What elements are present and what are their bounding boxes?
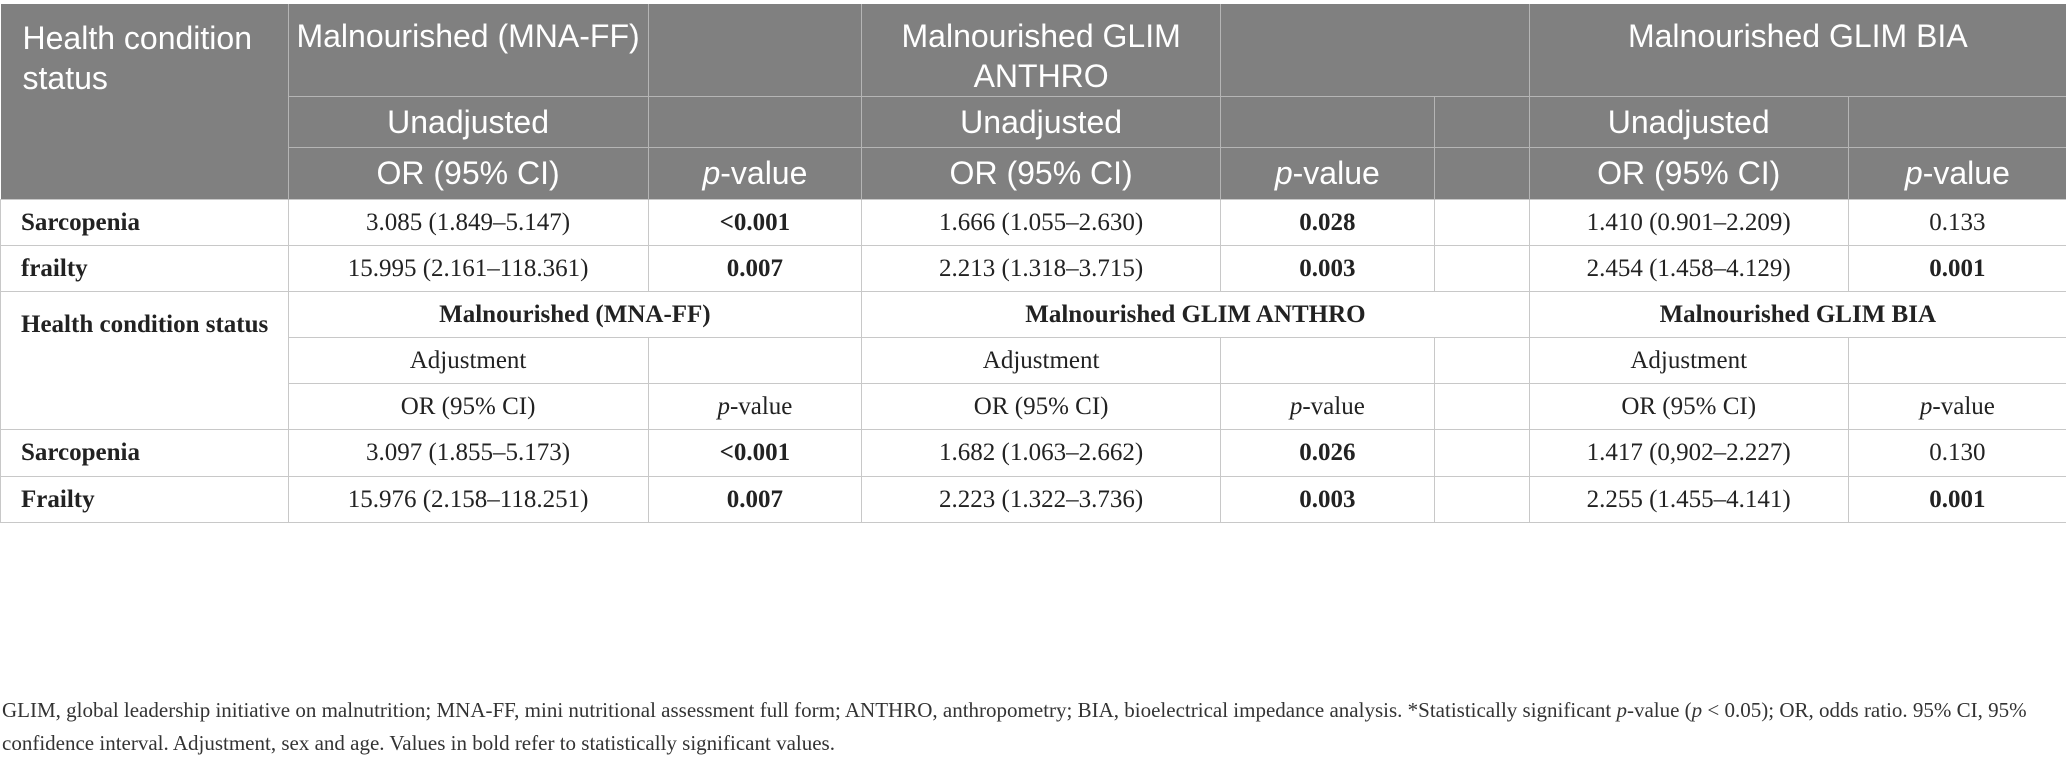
header-or-ci-anthro: OR (95% CI) [862,148,1221,200]
row-label: Sarcopenia [1,430,289,477]
cell-or-bia: 1.410 (0.901–2.209) [1529,200,1848,246]
header-row-unadjusted [1,97,2067,148]
results-table [0,4,2066,523]
header-p-value-mna [648,148,862,200]
header-or-ci-mna: OR (95% CI) [288,148,648,200]
cell-or-mna: 3.097 (1.855–5.173) [288,430,648,477]
header-unadjusted-anthro: Unadjusted [862,97,1221,148]
header-unadjusted-bia: Unadjusted [1529,97,1848,148]
adjusted-header-row-adjustment [1,338,2067,384]
header-unadjusted-mna: Unadjusted [288,97,648,148]
footnote-text: GLIM, global leadership initiative on malnutrition; MNA-FF, mini nutritional assessment full form; ANTHRO, anthropometry; BIA, bioelectrical impedance analysis. *Statistically significant [2,698,1617,722]
row-label: Frailty [1,477,289,523]
empty-cell [1434,430,1529,477]
empty-cell [1434,338,1529,384]
empty-cell [1434,477,1529,523]
cell-p-anthro: 0.003 [1221,477,1435,523]
cell-or-mna: 3.085 (1.849–5.147) [288,200,648,246]
empty-cell [1434,246,1529,292]
cell-p-mna: 0.007 [648,246,862,292]
cell-or-anthro: 2.223 (1.322–3.736) [862,477,1221,523]
empty-cell [648,338,862,384]
cell-p-bia: 0.133 [1848,200,2066,246]
cell-p-anthro: 0.003 [1221,246,1435,292]
header-empty-cell [1434,97,1529,148]
table-footnote [2,694,2062,760]
empty-cell [1434,384,1529,430]
adjusted-header-group-mna: Malnourished (MNA-FF) [288,292,862,338]
p-letter: p [717,392,730,420]
header-or-ci-bia: OR (95% CI) [1529,148,1848,200]
header-p-value-bia [1848,148,2066,200]
footnote-text: < 0.05); OR, odds ratio. 95% CI, 95% confidence interval. Adjustment, sex and age. Values in bold refer to statistically significant values. [2,698,2027,755]
adjusted-header-group-anthro: Malnourished GLIM ANTHRO [862,292,1529,338]
header-group-bia: Malnourished GLIM BIA [1529,4,2066,97]
adjusted-header-adjustment-anthro: Adjustment [862,338,1221,384]
cell-or-anthro: 1.666 (1.055–2.630) [862,200,1221,246]
cell-p-mna: 0.007 [648,477,862,523]
header-p-value-anthro [1221,148,1435,200]
adjusted-header-row-groups [1,292,2067,338]
cell-or-bia: 2.255 (1.455–4.141) [1529,477,1848,523]
adjusted-header-p-value-mna [648,384,862,430]
header-empty-cell [1848,97,2066,148]
header-empty-cell [1221,97,1435,148]
p-suffix: -value [1922,155,2010,191]
header-empty-cell [648,4,862,97]
p-suffix: -value [1932,392,1995,420]
adjusted-header-p-value-anthro [1221,384,1435,430]
header-group-mna: Malnourished (MNA-FF) [288,4,648,97]
adjusted-header-group-bia: Malnourished GLIM BIA [1529,292,2066,338]
p-suffix: -value [729,392,793,420]
cell-or-anthro: 2.213 (1.318–3.715) [862,246,1221,292]
row-label: Sarcopenia [1,200,289,246]
adjusted-header-row-metrics [1,384,2067,430]
footnote-p-italic: p [1691,698,1703,722]
p-letter: p [1289,392,1303,420]
header-empty-cell [648,97,862,148]
footnote-text: -value ( [1626,698,1692,722]
cell-p-bia: 0.001 [1848,246,2066,292]
header-health-condition: Health condition status [1,4,289,200]
adjusted-header-or-ci-mna: OR (95% CI) [288,384,648,430]
header-empty-cell [1434,148,1529,200]
cell-p-bia: 0.001 [1848,477,2066,523]
header-group-anthro: Malnourished GLIM ANTHRO [862,4,1221,97]
cell-p-anthro: 0.026 [1221,430,1435,477]
empty-cell [1221,338,1435,384]
table-row [1,430,2067,477]
header-row-groups [1,4,2067,97]
adjusted-header-p-value-bia [1848,384,2066,430]
footnote-p-italic: p [1616,698,1627,722]
cell-or-mna: 15.995 (2.161–118.361) [288,246,648,292]
empty-cell [1848,338,2066,384]
p-letter: p [1919,392,1933,420]
header-row-metrics [1,148,2067,200]
adjusted-header-or-ci-bia: OR (95% CI) [1529,384,1848,430]
cell-p-mna: <0.001 [648,200,862,246]
cell-or-bia: 2.454 (1.458–4.129) [1529,246,1848,292]
table-row [1,477,2067,523]
p-letter: p [702,155,721,191]
table-row [1,200,2067,246]
p-letter: p [1904,155,1923,191]
empty-cell [1434,200,1529,246]
adjusted-header-adjustment-mna: Adjustment [288,338,648,384]
cell-or-bia: 1.417 (0,902–2.227) [1529,430,1848,477]
adjusted-header-or-ci-anthro: OR (95% CI) [862,384,1221,430]
cell-or-anthro: 1.682 (1.063–2.662) [862,430,1221,477]
header-empty-cell [1221,4,1530,97]
table-row [1,246,2067,292]
p-suffix: -value [720,155,808,191]
p-suffix: -value [1292,155,1380,191]
p-suffix: -value [1302,392,1365,420]
cell-p-anthro: 0.028 [1221,200,1435,246]
cell-or-mna: 15.976 (2.158–118.251) [288,477,648,523]
p-letter: p [1274,155,1293,191]
cell-p-mna: <0.001 [648,430,862,477]
adjusted-header-health-condition: Health condition status [1,292,289,430]
row-label: frailty [1,246,289,292]
adjusted-header-adjustment-bia: Adjustment [1529,338,1848,384]
cell-p-bia: 0.130 [1848,430,2066,477]
